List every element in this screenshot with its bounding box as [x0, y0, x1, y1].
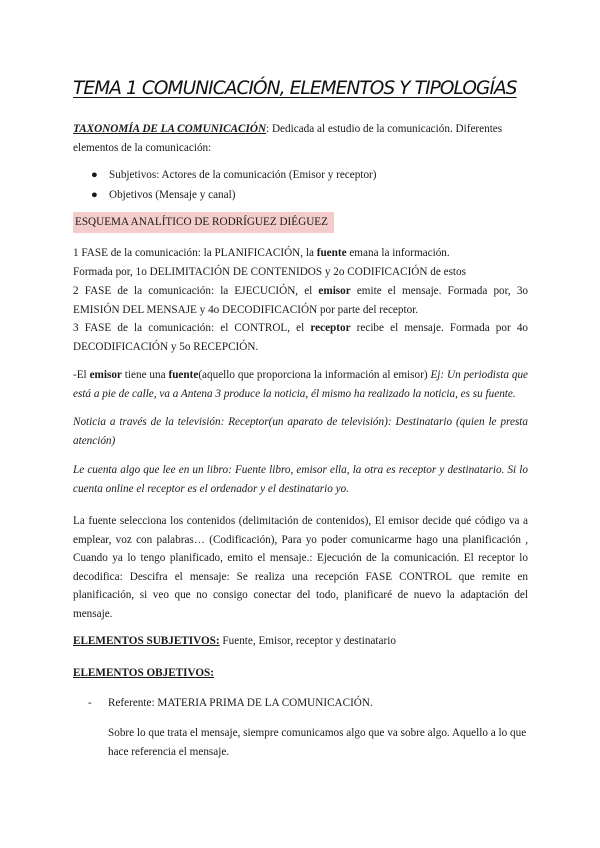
list-item: ● Subjetivos: Actores de la comunicación (Emisor y receptor) — [73, 165, 528, 185]
taxonomy-text: : Dedicada al estudio de la comunicación. Diferentes elementos de la comunicación: — [73, 123, 503, 154]
phase-1-line: 1 FASE de la comunicación: la PLANIFICACIÓN, la fuente emana la información. — [73, 247, 450, 259]
phase-2-paragraph: 2 FASE de la comunicación: la EJECUCIÓN, el emisor emite el mensaje. Formada por, 3o EMISIÓN DEL MENSAJE y 4o DECODIFICACIÓN por parte del receptor. — [73, 285, 529, 316]
cuenta-paragraph: Le cuenta algo que lee en un libro: Fuente libro, emisor ella, la otra es receptor y destinatario. Si lo cuenta online el receptor es el ordenador y el destinatario yo. — [73, 464, 528, 495]
page-title: TEMA 1 COMUNICACIÓN, ELEMENTOS Y TIPOLOGÍAS — [73, 78, 517, 99]
objetivos-heading: ELEMENTOS OBJETIVOS: — [73, 667, 215, 679]
fuente-paragraph: La fuente selecciona los contenidos (delimitación de contenidos), El emisor decide qué código va a emplear, voz con palabras… (Codificación), Para yo poder comunicarme hago una planificación , Cuando ya lo tengo planificado, emito el mensaje.: Ejecución de la comunicación. El receptor lo decodifica: Descifra el mensaje: Se realiza una recepción FASE CONTROL que remite en planificación, si veo que no consigo conectar del todo, planificaré de nuevo la adaptación del mensaje. — [73, 515, 528, 620]
list-item: ● Objetivos (Mensaje y canal) — [73, 185, 528, 205]
taxonomy-paragraph — [73, 120, 528, 157]
emisor-paragraph: -El emisor tiene una fuente(aquello que proporciona la información al emisor) Ej: Un periodista que está a pie de calle, va a Antena 3 produce la noticia, él mismo ha realizado la noticia, es su fuente. — [73, 369, 529, 400]
noticia-paragraph: Noticia a través de la televisión: Receptor(un aparato de televisión): Destinatario (quien le presta atención) — [73, 416, 528, 447]
referente-item: Referente: MATERIA PRIMA DE LA COMUNICACIÓN. — [108, 697, 373, 709]
taxonomy-heading: TAXONOMÍA DE LA COMUNICACIÓN — [73, 123, 267, 135]
taxonomy-bullet-list — [73, 165, 528, 205]
bullet-icon: ● — [91, 169, 98, 181]
referente-description: Sobre lo que trata el mensaje, siempre comunicamos algo que va sobre algo. Aquello a lo que hace referencia el mensaje. — [108, 727, 527, 758]
phase-3-paragraph: 3 FASE de la comunicación: el CONTROL, el receptor recibe el mensaje. Formada por 4o DECODIFICACIÓN y 5o RECEPCIÓN. — [73, 322, 529, 353]
bullet-icon: ● — [91, 189, 98, 201]
dash-marker: - — [88, 697, 92, 709]
subjetivos-paragraph: ELEMENTOS SUBJETIVOS: Fuente, Emisor, receptor y destinatario — [73, 635, 396, 647]
phase-1-detail: Formada por, 1o DELIMITACIÓN DE CONTENIDOS y 2o CODIFICACIÓN de estos — [73, 266, 466, 278]
subjetivos-heading: ELEMENTOS SUBJETIVOS: — [73, 635, 220, 647]
esquema-heading: ESQUEMA ANALÍTICO DE RODRÍGUEZ DIÉGUEZ — [73, 212, 334, 233]
